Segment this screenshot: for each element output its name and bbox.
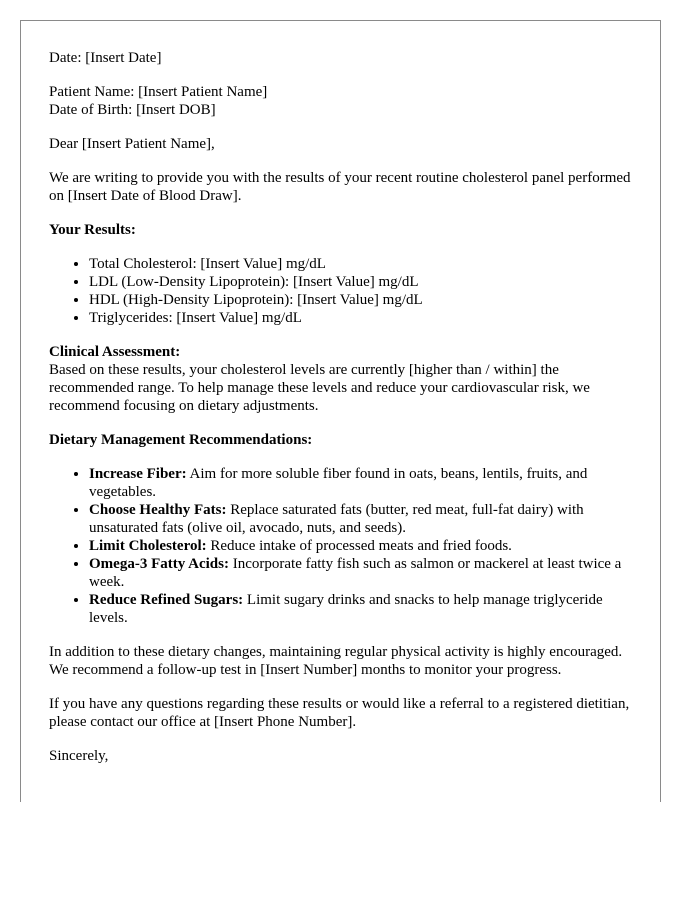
result-item: • Total Cholesterol: [Insert Value] mg/dL bbox=[89, 255, 632, 273]
recommendation-text: Reduce intake of processed meats and fried foods. bbox=[206, 538, 512, 554]
recommendation-text: Limit sugary drinks and snacks to help manage triglyceride levels. bbox=[89, 592, 603, 626]
assessment-heading: Clinical Assessment: bbox=[49, 344, 181, 360]
result-item: • Triglycerides: [Insert Value] mg/dL bbox=[89, 309, 632, 327]
result-item: • HDL (High-Density Lipoprotein): [Insert Value] mg/dL bbox=[89, 291, 632, 309]
letter-page bbox=[20, 20, 661, 802]
results-heading: Your Results: bbox=[49, 222, 136, 238]
dob-line: Date of Birth: [Insert DOB] bbox=[49, 102, 216, 118]
recommendation-title: Omega-3 Fatty Acids: bbox=[89, 556, 229, 572]
patient-info bbox=[49, 83, 632, 119]
date-line: Date: [Insert Date] bbox=[49, 50, 162, 66]
assessment-section bbox=[49, 343, 632, 415]
recommendation-title: Reduce Refined Sugars: bbox=[89, 592, 244, 608]
recommendation-item bbox=[89, 537, 632, 555]
recommendation-item bbox=[89, 555, 632, 591]
result-item: • LDL (Low-Density Lipoprotein): [Insert Value] mg/dL bbox=[89, 273, 632, 291]
followup-paragraph: In addition to these dietary changes, maintaining regular physical activity is highly encouraged. We recommend a follow-up test in [Insert Number] months to monitor your progress. bbox=[49, 644, 623, 678]
recommendation-title: Choose Healthy Fats: bbox=[89, 502, 227, 518]
recommendation-item bbox=[89, 465, 632, 501]
results-list bbox=[49, 255, 632, 327]
intro-paragraph: We are writing to provide you with the results of your recent routine cholesterol panel performed on [Insert Date of Blood Draw]. bbox=[49, 170, 631, 204]
recommendation-title: Increase Fiber: bbox=[89, 466, 187, 482]
recommendation-text: Aim for more soluble fiber found in oats, beans, lentils, fruits, and vegetables. bbox=[89, 466, 588, 500]
closing: Sincerely, bbox=[49, 748, 109, 764]
assessment-text: Based on these results, your cholesterol levels are currently [higher than / within] the recommended range. To help manage these levels and reduce your cardiovascular risk, we recommend focusing on dietary adjustments. bbox=[49, 362, 590, 414]
recommendation-title: Limit Cholesterol: bbox=[89, 538, 207, 554]
recommendation-text: Replace saturated fats (butter, red meat, full-fat dairy) with unsaturated fats (olive oil, avocado, nuts, and seeds). bbox=[89, 502, 584, 536]
recommendation-item bbox=[89, 501, 632, 537]
recommendation-item bbox=[89, 591, 632, 627]
recommendation-text: Incorporate fatty fish such as salmon or mackerel at least twice a week. bbox=[89, 556, 622, 590]
patient-name-line: Patient Name: [Insert Patient Name] bbox=[49, 84, 268, 100]
salutation: Dear [Insert Patient Name], bbox=[49, 136, 215, 152]
recommendations-list bbox=[49, 465, 632, 627]
diet-heading: Dietary Management Recommendations: bbox=[49, 432, 313, 448]
contact-paragraph: If you have any questions regarding these results or would like a referral to a registered dietitian, please contact our office at [Insert Phone Number]. bbox=[49, 696, 630, 730]
